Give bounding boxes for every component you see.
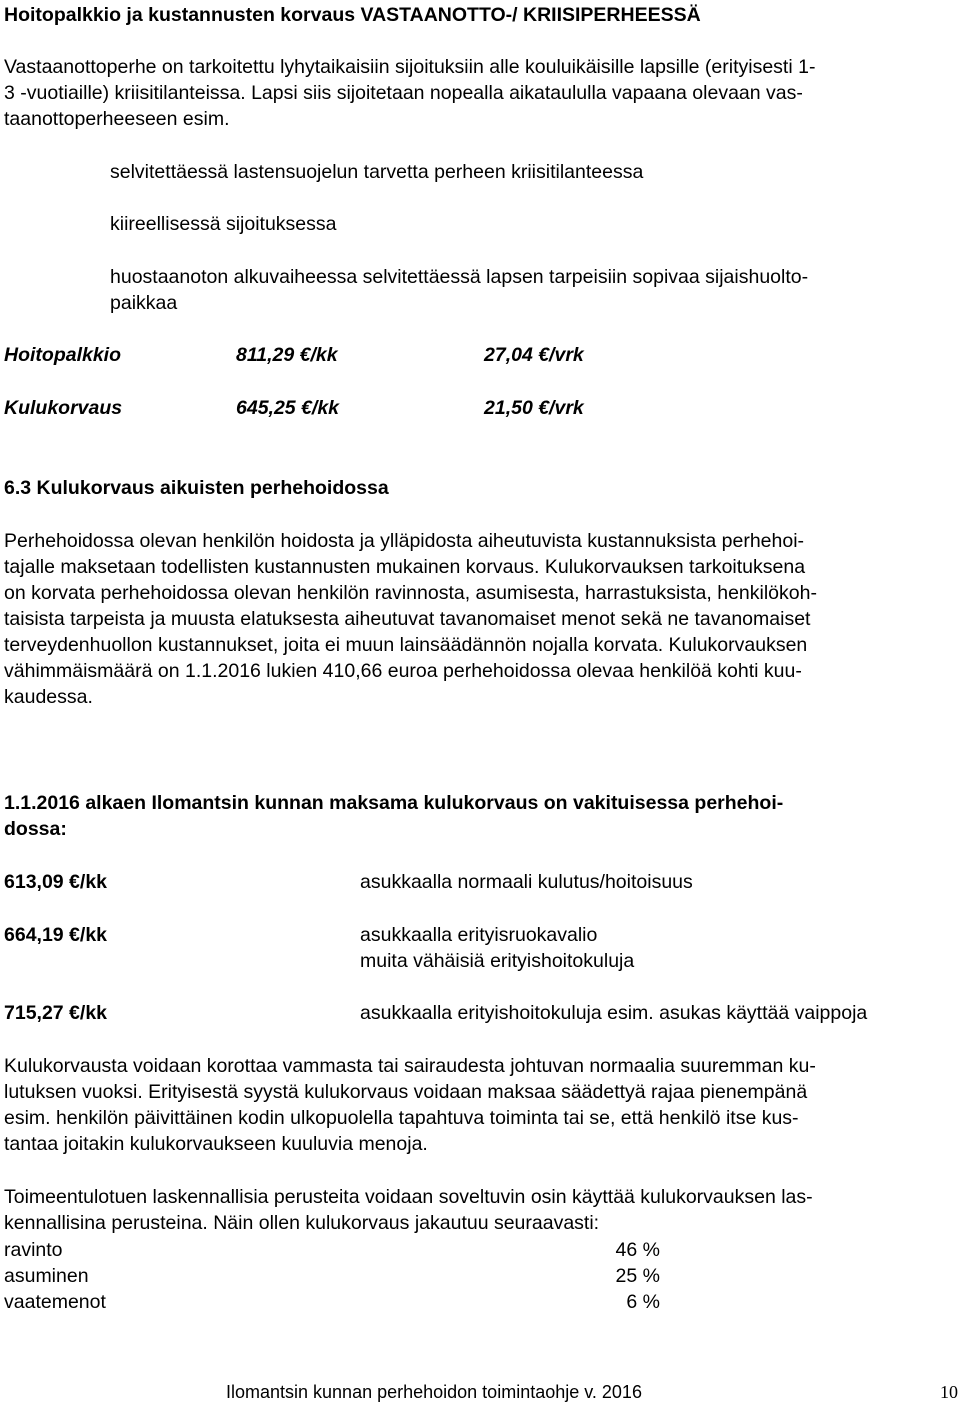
paragraph-line: vähimmäismäärä on 1.1.2016 lukien 410,66 euroa perhehoidossa olevaa henkilöä kohti kuu- <box>4 660 802 682</box>
paragraph-line: kennallisina perusteina. Näin ollen kulukorvaus jakautuu seuraavasti: <box>4 1212 600 1234</box>
fee-daily: 21,50 €/vrk <box>484 397 584 419</box>
rate-description: asukkaalla erityishoitokuluja esim. asukas käyttää vaippoja <box>360 1002 868 1024</box>
fee-daily: 27,04 €/vrk <box>484 344 584 366</box>
fee-monthly: 811,29 €/kk <box>236 344 338 366</box>
paragraph-line: lutuksen vuoksi. Erityisestä syystä kulukorvaus voidaan maksaa säädettyä rajaa pienempänä <box>4 1081 808 1103</box>
rate-amount: 613,09 €/kk <box>4 871 108 893</box>
example-item: selvitettäessä lastensuojelun tarvetta perheen kriisitilanteessa <box>110 161 644 183</box>
rates-heading: 1.1.2016 alkaen Ilomantsin kunnan maksama kulukorvaus on vakituisessa perhehoi- <box>4 792 784 814</box>
fee-label: Kulukorvaus <box>4 397 123 419</box>
intro-line: taanottoperheeseen esim. <box>4 108 230 130</box>
paragraph-line: tajalle maksetaan todellisten kustannusten mukainen korvaus. Kulukorvauksen tarkoituksena <box>4 556 806 578</box>
rate-description: asukkaalla normaali kulutus/hoitoisuus <box>360 871 693 893</box>
example-item: huostaanoton alkuvaiheessa selvitettäessä lapsen tarpeisiin sopivaa sijaishuolto- <box>110 266 809 288</box>
split-percent: 46 % <box>615 1239 660 1261</box>
paragraph-line: taisista tarpeista ja muusta elatuksesta aiheutuvat tavanomaiset menot sekä ne tavanomaiset <box>4 608 811 630</box>
page-heading: Hoitopalkkio ja kustannusten korvaus VASTAANOTTO-/ KRIISIPERHEESSÄ <box>4 4 701 26</box>
rate-description: muita vähäisiä erityishoitokuluja <box>360 950 635 972</box>
rate-description: asukkaalla erityisruokavalio <box>360 924 598 946</box>
paragraph-line: terveydenhuollon kustannukset, joita ei muun lainsäädännön nojalla korvata. Kulukorvauksen <box>4 634 808 656</box>
page-number: 10 <box>940 1382 958 1402</box>
example-item: paikkaa <box>110 292 178 314</box>
example-item: kiireellisessä sijoituksessa <box>110 213 337 235</box>
intro-line: Vastaanottoperhe on tarkoitettu lyhytaikaisiin sijoituksiin alle kouluikäisille lapsille (erityisesti 1- <box>4 56 816 78</box>
rate-amount: 664,19 €/kk <box>4 924 108 946</box>
paragraph-line: Perhehoidossa olevan henkilön hoidosta ja ylläpidosta aiheutuvista kustannuksista perhehoi- <box>4 530 805 552</box>
split-percent: 6 % <box>626 1291 660 1313</box>
paragraph-line: tantaa joitakin kulukorvaukseen kuuluvia menoja. <box>4 1133 428 1155</box>
split-label: asuminen <box>4 1265 89 1287</box>
fee-monthly: 645,25 €/kk <box>236 397 340 419</box>
fee-label: Hoitopalkkio <box>4 344 122 366</box>
split-label: ravinto <box>4 1239 63 1261</box>
paragraph-line: Kulukorvausta voidaan korottaa vammasta tai sairaudesta johtuvan normaalia suuremman ku- <box>4 1055 816 1077</box>
section-heading: 6.3 Kulukorvaus aikuisten perhehoidossa <box>4 477 389 499</box>
paragraph-line: esim. henkilön päivittäinen kodin ulkopuolella tapahtuva toiminta tai se, että henkilö itse kus- <box>4 1107 799 1129</box>
rates-heading: dossa: <box>4 818 67 840</box>
footer-text: Ilomantsin kunnan perhehoidon toimintaohje v. 2016 <box>226 1382 642 1402</box>
split-percent: 25 % <box>615 1265 660 1287</box>
intro-line: 3 -vuotiaille) kriisitilanteissa. Lapsi siis sijoitetaan nopealla aikataululla vapaana olevaan vas- <box>4 82 803 104</box>
split-label: vaatemenot <box>4 1291 106 1313</box>
paragraph-line: kaudessa. <box>4 686 93 708</box>
paragraph-line: on korvata perhehoidossa olevan henkilön ravinnosta, asumisesta, harrastuksista, henkilökoh- <box>4 582 817 604</box>
paragraph-line: Toimeentulotuen laskennallisia perusteita voidaan soveltuvin osin käyttää kulukorvauksen las- <box>4 1186 813 1208</box>
rate-amount: 715,27 €/kk <box>4 1002 108 1024</box>
